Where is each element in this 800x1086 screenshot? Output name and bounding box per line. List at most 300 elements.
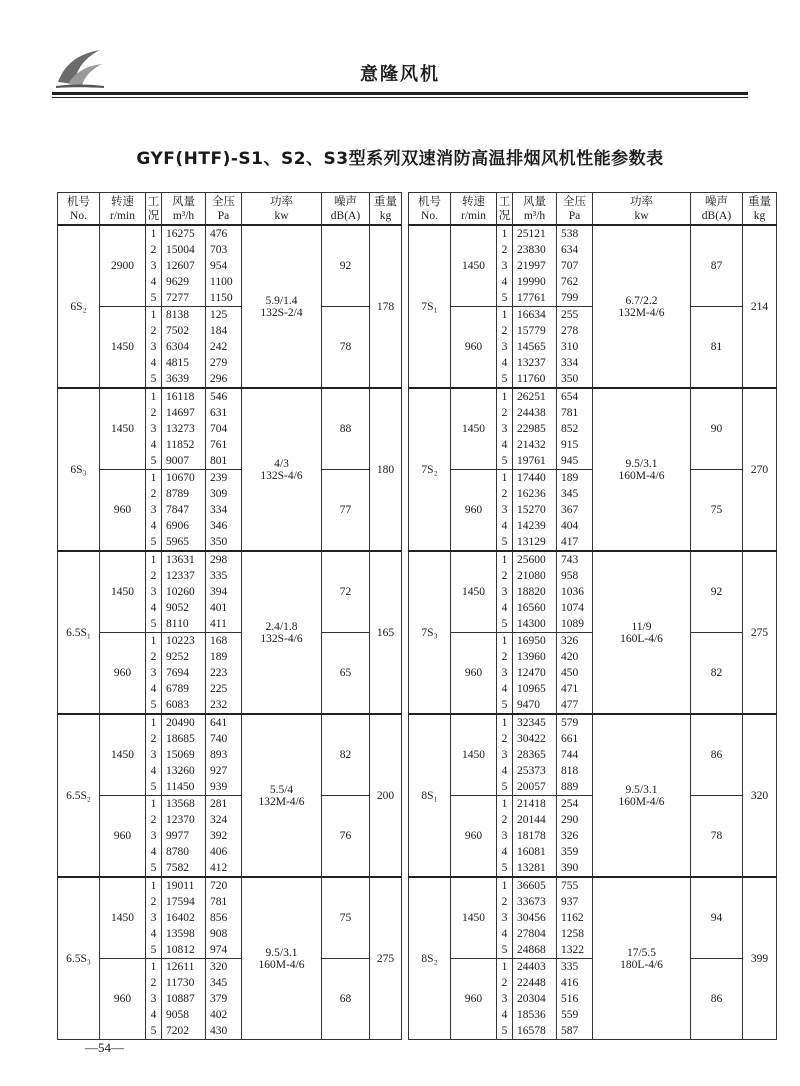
pressure-value: 242 xyxy=(210,341,228,353)
pressure-value: 937 xyxy=(561,896,579,908)
airflow-value: 25373 xyxy=(517,765,546,777)
airflow-value: 8780 xyxy=(166,846,189,858)
pressure-value-cell xyxy=(206,307,242,389)
pressure-value: 781 xyxy=(210,896,228,908)
weight-cell: 275 xyxy=(743,551,777,714)
airflow-value-cell xyxy=(513,551,557,633)
condition-value: 3 xyxy=(501,586,508,598)
pressure-value: 516 xyxy=(561,993,579,1005)
speed-cell: 960 xyxy=(100,470,146,552)
pressure-value-cell xyxy=(557,633,593,715)
col-header-weight: 重量 kg xyxy=(743,193,777,226)
pressure-value-cell xyxy=(557,225,593,307)
condition-value: 2 xyxy=(501,977,508,989)
table-row xyxy=(58,388,402,470)
condition-value: 2 xyxy=(150,896,157,908)
airflow-value-cell xyxy=(162,551,206,633)
condition-value-cell xyxy=(497,388,513,470)
table-row xyxy=(58,877,402,959)
table-row xyxy=(58,714,402,796)
noise-cell: 82 xyxy=(691,633,743,715)
motor-model: 132S-2/4 xyxy=(260,306,303,319)
col-header-airflow: 风量 m³/h xyxy=(162,193,206,226)
pressure-value: 392 xyxy=(210,830,228,842)
model-cell: 7S₂ xyxy=(409,388,451,551)
condition-value: 5 xyxy=(501,292,508,304)
pressure-value: 404 xyxy=(561,520,579,532)
speed-cell: 960 xyxy=(451,633,497,715)
airflow-value: 22448 xyxy=(517,977,546,989)
airflow-value: 12337 xyxy=(166,570,195,582)
airflow-value: 10812 xyxy=(166,944,195,956)
speed-cell: 1450 xyxy=(451,877,497,959)
pressure-value: 761 xyxy=(210,439,228,451)
pressure-value: 974 xyxy=(210,944,228,956)
weight-cell: 178 xyxy=(370,225,402,388)
model-cell: 8S₁ xyxy=(409,714,451,877)
airflow-value: 18820 xyxy=(517,586,546,598)
condition-value: 1 xyxy=(150,472,157,484)
pressure-value-cell xyxy=(557,796,593,878)
pressure-value: 631 xyxy=(210,407,228,419)
speed-cell: 1450 xyxy=(100,307,146,389)
power-cell xyxy=(593,714,691,877)
airflow-value: 18536 xyxy=(517,1009,546,1021)
condition-value: 2 xyxy=(501,733,508,745)
pressure-value: 420 xyxy=(561,651,579,663)
table-row xyxy=(58,225,402,307)
airflow-value: 13960 xyxy=(517,651,546,663)
speed-cell: 960 xyxy=(100,633,146,715)
condition-value: 5 xyxy=(501,373,508,385)
airflow-value: 7502 xyxy=(166,325,189,337)
pressure-value: 661 xyxy=(561,733,579,745)
pressure-value: 654 xyxy=(561,391,579,403)
pressure-value-cell xyxy=(557,714,593,796)
pressure-value: 1074 xyxy=(561,602,584,614)
condition-value: 1 xyxy=(501,391,508,403)
condition-value-cell xyxy=(146,877,162,959)
header-rule-thin xyxy=(52,97,748,98)
noise-cell: 92 xyxy=(322,225,370,307)
condition-value: 1 xyxy=(150,309,157,321)
condition-value: 1 xyxy=(150,228,157,240)
airflow-value: 24868 xyxy=(517,944,546,956)
condition-value: 2 xyxy=(150,407,157,419)
condition-value: 4 xyxy=(150,928,157,940)
pressure-value: 189 xyxy=(561,472,579,484)
condition-value: 5 xyxy=(150,536,157,548)
condition-value: 2 xyxy=(150,244,157,256)
pressure-value: 958 xyxy=(561,570,579,582)
airflow-value: 27804 xyxy=(517,928,546,940)
model-cell: 6S₂ xyxy=(58,225,100,388)
condition-value: 3 xyxy=(501,993,508,1005)
pressure-value: 350 xyxy=(561,373,579,385)
pressure-value: 1089 xyxy=(561,618,584,630)
noise-cell: 92 xyxy=(691,551,743,633)
pressure-value: 310 xyxy=(561,341,579,353)
speed-cell: 960 xyxy=(451,959,497,1040)
pressure-value-cell xyxy=(206,388,242,470)
noise-cell: 81 xyxy=(691,307,743,389)
condition-value: 5 xyxy=(150,1025,157,1037)
airflow-value-cell xyxy=(513,796,557,878)
condition-value: 4 xyxy=(150,846,157,858)
condition-value: 3 xyxy=(150,504,157,516)
airflow-value: 9252 xyxy=(166,651,189,663)
pressure-value: 1036 xyxy=(561,586,584,598)
airflow-value: 15004 xyxy=(166,244,195,256)
motor-model: 180L-4/6 xyxy=(620,958,663,971)
airflow-value: 11760 xyxy=(517,373,546,385)
airflow-value: 11852 xyxy=(166,439,195,451)
pressure-value: 412 xyxy=(210,862,228,874)
pressure-value: 799 xyxy=(561,292,579,304)
airflow-value: 24403 xyxy=(517,961,546,973)
airflow-value: 21418 xyxy=(517,798,546,810)
motor-model: 160M-4/6 xyxy=(618,469,665,482)
table-row xyxy=(409,877,777,959)
pressure-value: 239 xyxy=(210,472,228,484)
pressure-value-cell xyxy=(206,877,242,959)
model-cell: 6.5S₃ xyxy=(58,877,100,1040)
condition-value-cell xyxy=(146,225,162,307)
pressure-value: 856 xyxy=(210,912,228,924)
pressure-value-cell xyxy=(206,796,242,878)
condition-value: 5 xyxy=(501,618,508,630)
airflow-value: 15069 xyxy=(166,749,195,761)
table-row xyxy=(58,959,402,1040)
condition-value: 1 xyxy=(150,880,157,892)
header-rule xyxy=(52,92,748,95)
speed-cell: 1450 xyxy=(451,388,497,470)
condition-value-cell xyxy=(146,796,162,878)
table-row xyxy=(409,714,777,796)
condition-value: 3 xyxy=(150,667,157,679)
weight-cell: 399 xyxy=(743,877,777,1040)
condition-value: 5 xyxy=(150,455,157,467)
airflow-value: 13237 xyxy=(517,357,546,369)
pressure-value: 743 xyxy=(561,554,579,566)
airflow-value-cell xyxy=(513,388,557,470)
condition-value: 5 xyxy=(150,699,157,711)
airflow-value: 12607 xyxy=(166,260,195,272)
condition-value: 5 xyxy=(501,944,508,956)
col-header-condition: 工 况 xyxy=(146,193,162,226)
condition-value: 1 xyxy=(150,961,157,973)
power-value: 9.5/3.1 xyxy=(265,946,298,959)
pressure-value: 350 xyxy=(210,536,228,548)
airflow-value: 26251 xyxy=(517,391,546,403)
airflow-value: 6083 xyxy=(166,699,189,711)
col-header-noise: 噪声 dB(A) xyxy=(322,193,370,226)
airflow-value: 10965 xyxy=(517,683,546,695)
airflow-value: 8789 xyxy=(166,488,189,500)
table-body-left xyxy=(58,225,402,1040)
airflow-value: 8110 xyxy=(166,618,189,630)
airflow-value: 19761 xyxy=(517,455,546,467)
document-title: GYF(HTF)-S1、S2、S3型系列双速消防高温排烟风机性能参数表 xyxy=(136,149,664,169)
pressure-value: 345 xyxy=(561,488,579,500)
pressure-value: 755 xyxy=(561,880,579,892)
col-header-airflow: 风量 m³/h xyxy=(513,193,557,226)
airflow-value: 23830 xyxy=(517,244,546,256)
pressure-value: 335 xyxy=(210,570,228,582)
condition-value: 4 xyxy=(150,439,157,451)
airflow-value: 12470 xyxy=(517,667,546,679)
noise-cell: 78 xyxy=(691,796,743,878)
condition-value-cell xyxy=(146,633,162,715)
airflow-value: 9629 xyxy=(166,276,189,288)
airflow-value: 21080 xyxy=(517,570,546,582)
condition-value: 5 xyxy=(150,944,157,956)
pressure-value: 1258 xyxy=(561,928,584,940)
pressure-value: 416 xyxy=(561,977,579,989)
airflow-value: 24438 xyxy=(517,407,546,419)
pressure-value: 324 xyxy=(210,814,228,826)
airflow-value: 9052 xyxy=(166,602,189,614)
table-row xyxy=(58,633,402,715)
pressure-value: 309 xyxy=(210,488,228,500)
noise-cell: 90 xyxy=(691,388,743,470)
motor-model: 132S-4/6 xyxy=(260,632,303,645)
col-header-pressure: 全压 Pa xyxy=(206,193,242,226)
pressure-value: 326 xyxy=(561,635,579,647)
airflow-value: 11450 xyxy=(166,781,195,793)
pressure-value: 762 xyxy=(561,276,579,288)
airflow-value: 7277 xyxy=(166,292,189,304)
pressure-value: 394 xyxy=(210,586,228,598)
airflow-value: 8138 xyxy=(166,309,189,321)
condition-value-cell xyxy=(497,470,513,552)
condition-value-cell xyxy=(146,714,162,796)
airflow-value: 10887 xyxy=(166,993,195,1005)
airflow-value: 16081 xyxy=(517,846,546,858)
condition-value: 1 xyxy=(501,635,508,647)
pressure-value: 546 xyxy=(210,391,228,403)
pressure-value: 889 xyxy=(561,781,579,793)
condition-value: 3 xyxy=(150,749,157,761)
pressure-value: 254 xyxy=(561,798,579,810)
pressure-value: 641 xyxy=(210,717,228,729)
condition-value-cell xyxy=(146,551,162,633)
airflow-value: 13598 xyxy=(166,928,195,940)
col-header-model: 机号 No. xyxy=(409,193,451,226)
speed-cell: 1450 xyxy=(100,877,146,959)
company-logo-icon xyxy=(54,48,106,90)
col-header-noise: 噪声 dB(A) xyxy=(691,193,743,226)
airflow-value-cell xyxy=(162,877,206,959)
pressure-value: 634 xyxy=(561,244,579,256)
airflow-value-cell xyxy=(513,877,557,959)
condition-value: 2 xyxy=(150,570,157,582)
pressure-value: 298 xyxy=(210,554,228,566)
condition-value: 4 xyxy=(150,683,157,695)
noise-cell: 75 xyxy=(322,877,370,959)
condition-value: 4 xyxy=(150,765,157,777)
speed-cell: 2900 xyxy=(100,225,146,307)
col-header-model: 机号 No. xyxy=(58,193,100,226)
pressure-value-cell xyxy=(557,307,593,389)
condition-value: 5 xyxy=(501,536,508,548)
pressure-value: 579 xyxy=(561,717,579,729)
condition-value: 1 xyxy=(501,554,508,566)
condition-value: 3 xyxy=(150,260,157,272)
speed-cell: 960 xyxy=(100,959,146,1040)
pressure-value: 908 xyxy=(210,928,228,940)
table-row xyxy=(58,551,402,633)
condition-value: 2 xyxy=(150,488,157,500)
model-cell: 6.5S₁ xyxy=(58,551,100,714)
condition-value: 3 xyxy=(150,993,157,1005)
performance-table-left xyxy=(57,192,402,1040)
pressure-value: 346 xyxy=(210,520,228,532)
col-header-condition: 工 况 xyxy=(497,193,513,226)
condition-value: 3 xyxy=(501,830,508,842)
pressure-value: 279 xyxy=(210,357,228,369)
airflow-value: 14565 xyxy=(517,341,546,353)
pressure-value-cell xyxy=(557,877,593,959)
airflow-value: 13273 xyxy=(166,423,195,435)
airflow-value-cell xyxy=(513,225,557,307)
model-cell: 7S₁ xyxy=(409,225,451,388)
condition-value: 5 xyxy=(501,455,508,467)
condition-value: 2 xyxy=(150,977,157,989)
table-row xyxy=(58,796,402,878)
airflow-value: 17440 xyxy=(517,472,546,484)
noise-cell: 65 xyxy=(322,633,370,715)
airflow-value: 7694 xyxy=(166,667,189,679)
power-value: 2.4/1.8 xyxy=(265,620,298,633)
pressure-value: 334 xyxy=(561,357,579,369)
pressure-value: 471 xyxy=(561,683,579,695)
power-value: 9.5/3.1 xyxy=(625,783,658,796)
condition-value: 5 xyxy=(150,373,157,385)
airflow-value: 15270 xyxy=(517,504,546,516)
condition-value-cell xyxy=(497,633,513,715)
power-value: 17/5.5 xyxy=(626,946,657,959)
airflow-value: 10223 xyxy=(166,635,195,647)
condition-value: 3 xyxy=(501,912,508,924)
power-value: 5.5/4 xyxy=(269,783,294,796)
pressure-value: 450 xyxy=(561,667,579,679)
pressure-value: 538 xyxy=(561,228,579,240)
airflow-value-cell xyxy=(162,796,206,878)
airflow-value: 28365 xyxy=(517,749,546,761)
condition-value: 4 xyxy=(501,602,508,614)
pressure-value: 255 xyxy=(561,309,579,321)
noise-cell: 86 xyxy=(691,714,743,796)
airflow-value: 6304 xyxy=(166,341,189,353)
pressure-value: 406 xyxy=(210,846,228,858)
airflow-value: 19990 xyxy=(517,276,546,288)
pressure-value: 335 xyxy=(561,961,579,973)
pressure-value: 411 xyxy=(210,618,227,630)
motor-model: 132S-4/6 xyxy=(260,469,303,482)
condition-value: 3 xyxy=(501,667,508,679)
airflow-value: 9058 xyxy=(166,1009,189,1021)
pressure-value: 744 xyxy=(561,749,579,761)
airflow-value: 16402 xyxy=(166,912,195,924)
col-header-pressure: 全压 Pa xyxy=(557,193,593,226)
airflow-value-cell xyxy=(513,307,557,389)
model-cell: 8S₂ xyxy=(409,877,451,1040)
pressure-value: 367 xyxy=(561,504,579,516)
airflow-value: 16560 xyxy=(517,602,546,614)
pressure-value-cell xyxy=(206,959,242,1040)
pressure-value: 290 xyxy=(561,814,579,826)
weight-cell: 320 xyxy=(743,714,777,877)
airflow-value: 10670 xyxy=(166,472,195,484)
power-cell xyxy=(242,877,322,1040)
col-header-speed: 转速 r/min xyxy=(100,193,146,226)
condition-value-cell xyxy=(146,959,162,1040)
airflow-value: 4815 xyxy=(166,357,189,369)
condition-value: 5 xyxy=(150,862,157,874)
condition-value: 1 xyxy=(501,228,508,240)
table-row xyxy=(58,470,402,552)
condition-value-cell xyxy=(497,796,513,878)
condition-value: 5 xyxy=(501,781,508,793)
pressure-value: 954 xyxy=(210,260,228,272)
speed-cell: 960 xyxy=(451,796,497,878)
pressure-value-cell xyxy=(557,551,593,633)
motor-model: 160M-4/6 xyxy=(258,958,305,971)
airflow-value: 13129 xyxy=(517,536,546,548)
condition-value: 2 xyxy=(150,325,157,337)
speed-cell: 1450 xyxy=(100,714,146,796)
airflow-value-cell xyxy=(513,470,557,552)
airflow-value: 9007 xyxy=(166,455,189,467)
condition-value-cell xyxy=(497,877,513,959)
pressure-value: 476 xyxy=(210,228,228,240)
weight-cell: 180 xyxy=(370,388,402,551)
airflow-value: 20490 xyxy=(166,717,195,729)
motor-model: 132M-4/6 xyxy=(258,795,305,808)
power-value: 4/3 xyxy=(274,457,289,470)
airflow-value-cell xyxy=(162,633,206,715)
pressure-value: 320 xyxy=(210,961,228,973)
condition-value: 2 xyxy=(501,488,508,500)
condition-value: 2 xyxy=(501,651,508,663)
airflow-value: 16118 xyxy=(166,391,195,403)
pressure-value: 818 xyxy=(561,765,579,777)
noise-cell: 86 xyxy=(691,959,743,1040)
airflow-value: 19011 xyxy=(166,880,195,892)
power-cell xyxy=(593,877,691,1040)
pressure-value-cell xyxy=(557,388,593,470)
airflow-value: 16236 xyxy=(517,488,546,500)
pressure-value: 927 xyxy=(210,765,228,777)
condition-value-cell xyxy=(497,959,513,1040)
pressure-value: 189 xyxy=(210,651,228,663)
table-row xyxy=(58,307,402,389)
power-cell xyxy=(593,225,691,388)
airflow-value: 13568 xyxy=(166,798,195,810)
condition-value: 1 xyxy=(501,472,508,484)
pressure-value: 223 xyxy=(210,667,228,679)
pressure-value: 707 xyxy=(561,260,579,272)
speed-cell: 960 xyxy=(451,307,497,389)
speed-cell: 1450 xyxy=(451,551,497,633)
power-cell xyxy=(593,551,691,714)
noise-cell: 82 xyxy=(322,714,370,796)
condition-value: 4 xyxy=(501,765,508,777)
airflow-value-cell xyxy=(162,388,206,470)
pressure-value: 915 xyxy=(561,439,579,451)
power-cell xyxy=(242,225,322,388)
